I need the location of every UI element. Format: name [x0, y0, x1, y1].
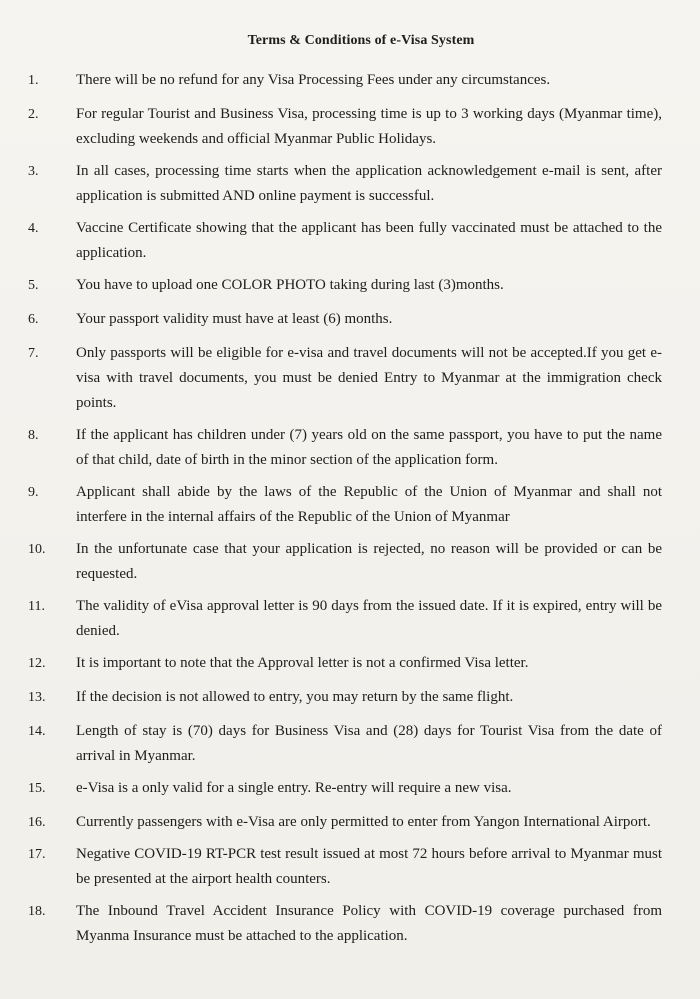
- list-item: [20, 537, 662, 587]
- item-text: Only passports will be eligible for e-visa and travel documents will not be accepted.If you get e-visa with travel documents, you must be denied Entry to Myanmar at the immigration check points.: [76, 345, 662, 411]
- item-number: 6.: [28, 312, 39, 327]
- item-text: The validity of eVisa approval letter is 90 days from the issued date. If it is expired, entry will be denied.: [76, 598, 662, 639]
- item-number: 9.: [28, 485, 39, 500]
- item-number: 18.: [28, 904, 46, 919]
- list-item: [20, 651, 662, 676]
- item-text: Currently passengers with e-Visa are only permitted to enter from Yangon International Airport.: [76, 814, 651, 830]
- list-item: [20, 102, 662, 152]
- item-number: 5.: [28, 278, 39, 293]
- list-item: [20, 273, 662, 298]
- terms-list: [20, 68, 662, 949]
- list-item: [20, 159, 662, 209]
- item-text: If the applicant has children under (7) years old on the same passport, you have to put the name of that child, date of birth in the minor section of the application form.: [76, 427, 662, 468]
- list-item: [20, 685, 662, 710]
- item-number: 7.: [28, 346, 39, 361]
- item-text: For regular Tourist and Business Visa, processing time is up to 3 working days (Myanmar time), excluding weekends and official Myanmar Public Holidays.: [76, 106, 662, 147]
- item-text: Vaccine Certificate showing that the applicant has been fully vaccinated must be attached to the application.: [76, 220, 662, 261]
- item-text: You have to upload one COLOR PHOTO taking during last (3)months.: [76, 277, 504, 293]
- item-text: If the decision is not allowed to entry, you may return by the same flight.: [76, 689, 514, 705]
- item-number: 8.: [28, 428, 39, 443]
- item-text: In all cases, processing time starts when the application acknowledgement e-mail is sent, after application is submitted AND online payment is successful.: [76, 163, 662, 204]
- item-number: 17.: [28, 847, 46, 862]
- item-text: e-Visa is a only valid for a single entry. Re-entry will require a new visa.: [76, 780, 512, 796]
- list-item: [20, 480, 662, 530]
- item-number: 13.: [28, 690, 46, 705]
- item-number: 1.: [28, 73, 39, 88]
- list-item: [20, 216, 662, 266]
- list-item: [20, 842, 662, 892]
- item-number: 16.: [28, 815, 46, 830]
- list-item: [20, 341, 662, 416]
- item-text: In the unfortunate case that your application is rejected, no reason will be provided or can be requested.: [76, 541, 662, 582]
- item-number: 11.: [28, 599, 45, 614]
- item-text: There will be no refund for any Visa Processing Fees under any circumstances.: [76, 72, 551, 88]
- list-item: [20, 68, 662, 93]
- list-item: [20, 776, 662, 801]
- item-number: 15.: [28, 781, 46, 796]
- item-text: It is important to note that the Approval letter is not a confirmed Visa letter.: [76, 655, 529, 671]
- item-number: 12.: [28, 656, 46, 671]
- item-number: 4.: [28, 221, 39, 236]
- item-number: 14.: [28, 724, 46, 739]
- item-number: 2.: [28, 107, 39, 122]
- item-number: 10.: [28, 542, 46, 557]
- list-item: [20, 594, 662, 644]
- item-text: Applicant shall abide by the laws of the Republic of the Union of Myanmar and shall not interfere in the internal affairs of the Republic of the Union of Myanmar: [76, 484, 662, 525]
- list-item: [20, 899, 662, 949]
- document-title: Terms & Conditions of e-Visa System: [247, 33, 475, 48]
- list-item: [20, 423, 662, 473]
- list-item: [20, 307, 662, 332]
- item-text: Negative COVID-19 RT-PCR test result issued at most 72 hours before arrival to Myanmar must be presented at the airport health counters.: [76, 846, 662, 887]
- item-text: Length of stay is (70) days for Business Visa and (28) days for Tourist Visa from the date of arrival in Myanmar.: [76, 723, 662, 764]
- list-item: [20, 810, 662, 835]
- list-item: [20, 719, 662, 769]
- item-text: The Inbound Travel Accident Insurance Policy with COVID-19 coverage purchased from Myanma Insurance must be attached to the application.: [76, 903, 662, 944]
- item-number: 3.: [28, 164, 39, 179]
- item-text: Your passport validity must have at least (6) months.: [76, 311, 393, 327]
